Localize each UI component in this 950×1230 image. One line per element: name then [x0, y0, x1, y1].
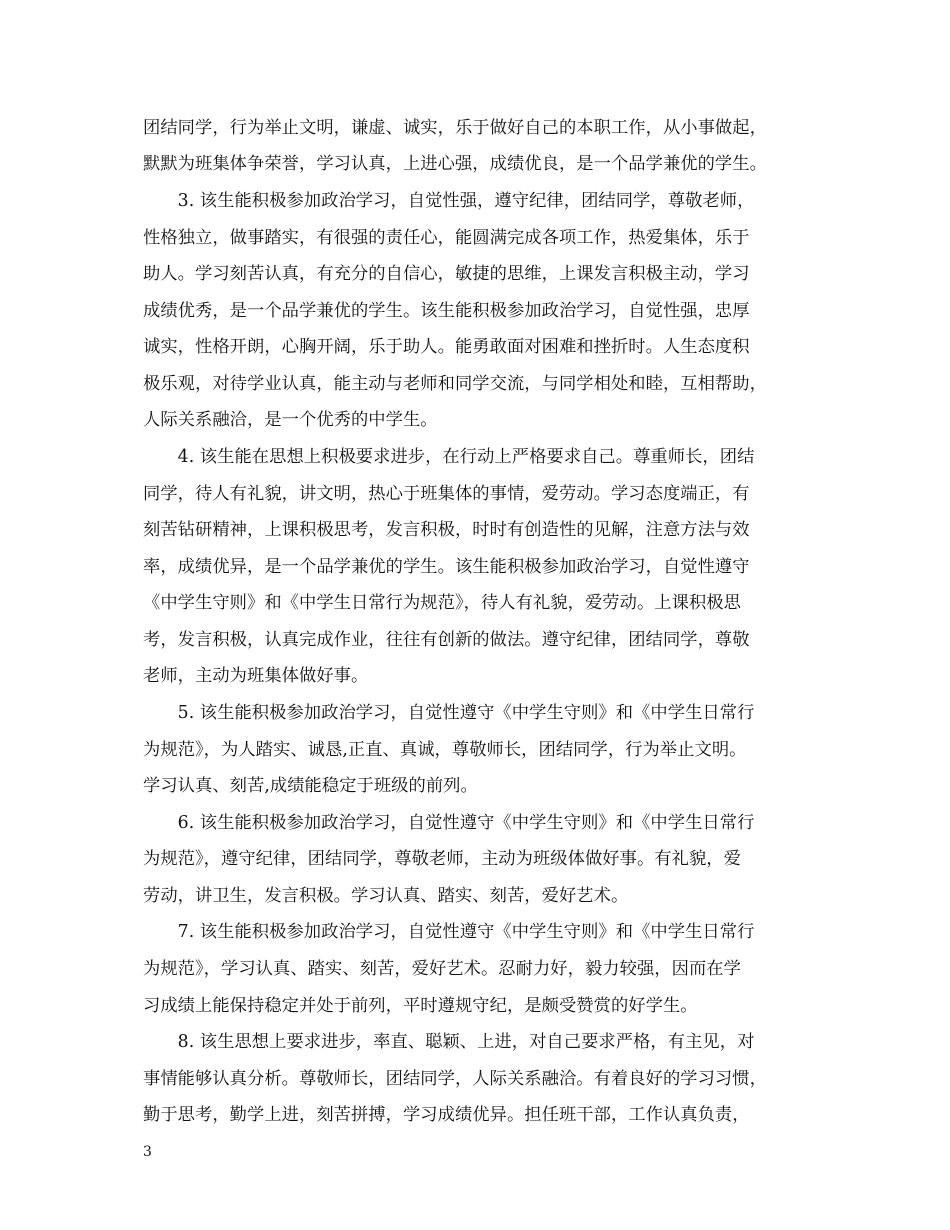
- text-line: 勤于思考，勤学上进，刻苦拼搏，学习成绩优异。担任班干部，工作认真负责，: [143, 1105, 750, 1125]
- text-line: 老师，主动为班集体做好事。: [143, 666, 369, 686]
- text-line: 6. 该生能积极参加政治学习，自觉性遵守《中学生守则》和《中学生日常行: [143, 813, 755, 833]
- text-line: 助人。学习刻苦认真，有充分的自信心，敏捷的思维，上课发言积极主动，学习: [143, 264, 750, 284]
- text-line: 劳动，讲卫生，发言积极。学习认真、踏实、刻苦，爱好艺术。: [143, 886, 629, 906]
- text-line: 人际关系融洽，是一个优秀的中学生。: [143, 410, 438, 430]
- text-line: 性格独立，做事踏实，有很强的责任心，能圆满完成各项工作，热爱集体，乐于: [143, 228, 750, 248]
- text-line: 率，成绩优异，是一个品学兼优的学生。该生能积极参加政治学习，自觉性遵守: [143, 557, 750, 577]
- text-line: 刻苦钻研精神，上课积极思考，发言积极，时时有创造性的见解，注意方法与效: [143, 520, 750, 540]
- text-line: 为规范》，为人踏实、诚恳,正直、真诚，尊敬师长，团结同学，行为举止文明。: [143, 740, 747, 760]
- text-line: 诚实，性格开朗，心胸开阔，乐于助人。能勇敢面对困难和挫折时。人生态度积: [143, 337, 750, 357]
- text-line: 4. 该生能在思想上积极要求进步，在行动上严格要求自己。尊重师长，团结: [143, 447, 755, 467]
- page-number: 3: [143, 1144, 152, 1160]
- text-line: 学习认真、刻苦,成绩能稳定于班级的前列。: [143, 776, 478, 796]
- text-line: 习成绩上能保持稳定并处于前列，平时遵规守纪，是颇受赞赏的好学生。: [143, 996, 698, 1016]
- text-line: 事情能够认真分析。尊敬师长，团结同学，人际关系融洽。有着良好的学习习惯，: [143, 1069, 767, 1089]
- text-line: 同学，待人有礼貌，讲文明，热心于班集体的事情，爱劳动。学习态度端正，有: [143, 484, 750, 504]
- text-line: 考，发言积极，认真完成作业，往往有创新的做法。遵守纪律，团结同学，尊敬: [143, 630, 750, 650]
- text-line: 7. 该生能积极参加政治学习，自觉性遵守《中学生守则》和《中学生日常行: [143, 922, 755, 942]
- text-line: 3. 该生能积极参加政治学习，自觉性强，遵守纪律，团结同学，尊敬老师，: [143, 191, 755, 211]
- text-line: 为规范》，遵守纪律，团结同学，尊敬老师，主动为班级体做好事。有礼貌，爱: [143, 849, 741, 869]
- text-line: 极乐观，对待学业认真，能主动与老师和同学交流，与同学相处和睦，互相帮助，: [143, 374, 767, 394]
- text-line: 默默为班集体争荣誉，学习认真，上进心强，成绩优良，是一个品学兼优的学生。: [143, 154, 767, 174]
- text-line: 8. 该生思想上要求进步，率直、聪颖、上进，对自己要求严格，有主见，对: [143, 1032, 755, 1052]
- text-line: 5. 该生能积极参加政治学习，自觉性遵守《中学生守则》和《中学生日常行: [143, 703, 755, 723]
- text-line: 成绩优秀，是一个品学兼优的学生。该生能积极参加政治学习，自觉性强，忠厚: [143, 301, 750, 321]
- text-line: 为规范》，学习认真、踏实、刻苦，爱好艺术。忍耐力好，毅力较强，因而在学: [143, 959, 741, 979]
- text-line: 《中学生守则》和《中学生日常行为规范》，待人有礼貌，爱劳动。上课积极思: [143, 593, 741, 613]
- text-line: 团结同学，行为举止文明，谦虚、诚实，乐于做好自己的本职工作，从小事做起，: [143, 118, 767, 138]
